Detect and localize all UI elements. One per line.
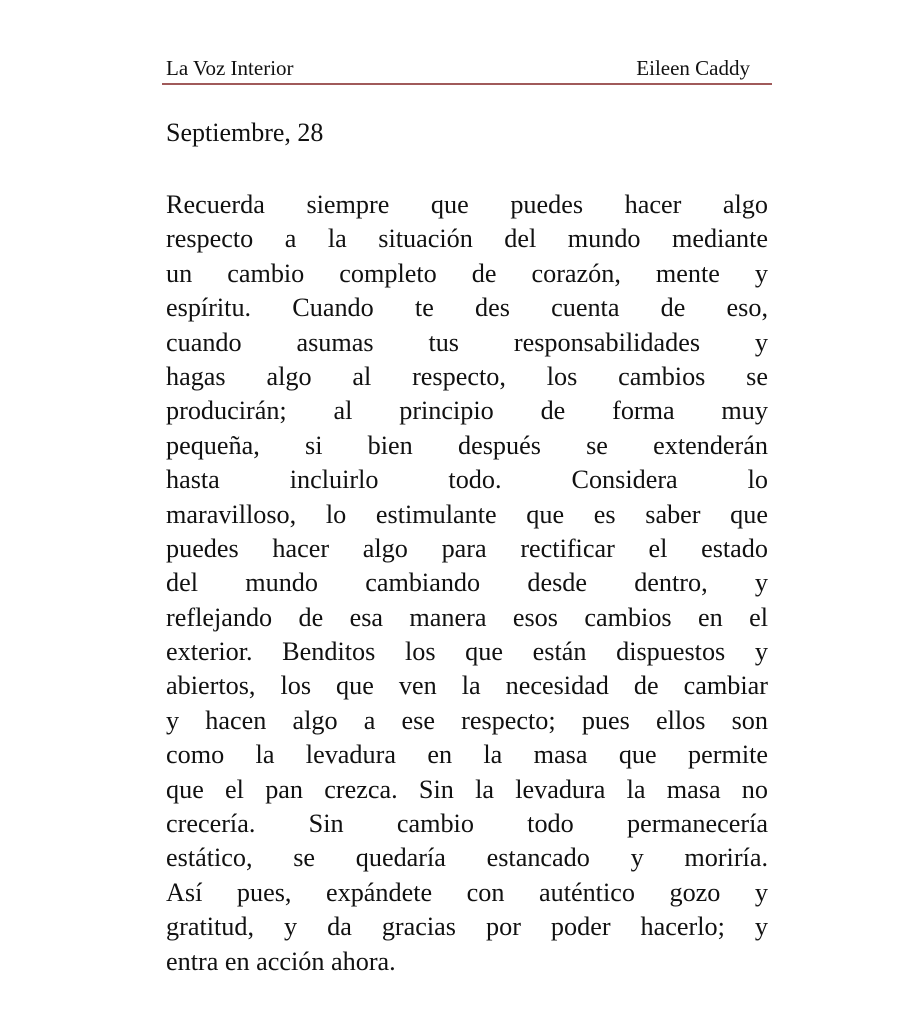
book-title: La Voz Interior	[166, 56, 294, 80]
body-line: abiertos, los que ven la necesidad de cambiar	[166, 671, 768, 701]
body-line: espíritu. Cuando te des cuenta de eso,	[166, 293, 768, 323]
body-line: crecería. Sin cambio todo permanecería	[166, 809, 768, 839]
body-line: entra en acción ahora.	[166, 946, 396, 976]
body-line: cuando asumas tus responsabilidades y	[166, 327, 768, 357]
body-line: Así pues, expándete con auténtico gozo y	[166, 877, 768, 907]
body-line: hagas algo al respecto, los cambios se	[166, 361, 768, 391]
page-header	[166, 54, 770, 82]
body-line: un cambio completo de corazón, mente y	[166, 258, 768, 288]
body-line: puedes hacer algo para rectificar el estado	[166, 533, 768, 563]
body-line: que el pan crezca. Sin la levadura la masa no	[166, 774, 768, 804]
body-line: y hacen algo a ese respecto; pues ellos son	[166, 705, 768, 735]
header-divider	[162, 83, 772, 85]
body-line: estático, se quedaría estancado y moriría.	[166, 843, 768, 873]
body-line: Recuerda siempre que puedes hacer algo	[166, 190, 768, 219]
body-line: maravilloso, lo estimulante que es saber que	[166, 499, 768, 529]
body-line: reflejando de esa manera esos cambios en el	[166, 602, 768, 632]
entry-body	[166, 188, 768, 979]
body-line: del mundo cambiando desde dentro, y	[166, 568, 768, 598]
entry-date: Septiembre, 28	[166, 118, 324, 147]
body-line: hasta incluirlo todo. Considera lo	[166, 465, 768, 495]
body-line: pequeña, si bien después se extenderán	[166, 430, 768, 460]
body-line: producirán; al principio de forma muy	[166, 396, 768, 426]
body-line: exterior. Benditos los que están dispuestos y	[166, 637, 768, 667]
body-line: respecto a la situación del mundo mediante	[166, 224, 768, 254]
body-line: gratitud, y da gracias por poder hacerlo; y	[166, 912, 768, 942]
body-line: como la levadura en la masa que permite	[166, 740, 768, 770]
author-name: Eileen Caddy	[636, 56, 750, 80]
